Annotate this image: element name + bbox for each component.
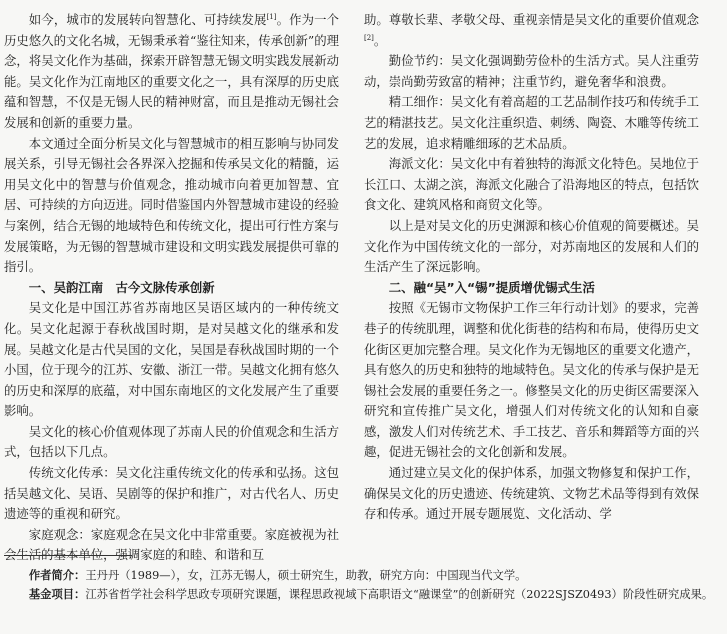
fund-note-label: 基金项目： <box>28 588 86 601</box>
section-heading: 一、吴韵江南 古今文脉传承创新 <box>28 279 215 295</box>
author-note <box>4 566 721 585</box>
citation-ref: [1] <box>266 12 277 21</box>
author-note-label: 作者简介： <box>28 569 86 582</box>
paragraph: 传统文化传承：吴文化注重传统文化的传承和弘扬。这包括吴越文化、吴语、吴剧等的保护和推广，对古代名人、历史遗迹等的重视和研究。 <box>4 465 339 522</box>
paragraph: 吴文化的核心价值观体现了苏南人民的价值观念和生活方式，包括以下几点。 <box>4 423 339 460</box>
paragraph-text: 如今，城市的发展转向智慧化、可持续发展 <box>28 12 267 27</box>
paragraph: 通过建立吴文化的保护体系，加强文物修复和保护工作，确保吴文化的历史遗迹、传统建筑、文物艺术品等得到有效保存和传承。通过开展专题展览、文化活动、学 <box>364 465 699 522</box>
paragraph-text: 助。尊敬长辈、孝敬父母、重视亲情是吴文化的重要价值观念 <box>364 12 699 27</box>
footnotes <box>4 566 721 604</box>
paragraph: 按照《无锡市文物保护工作三年行动计划》的要求，完善巷子的传统肌理，调整和优化街巷的结构和布局，使得历史文化街区更加完整合理。吴文化作为无锡地区的重要文化遗产，具有悠久的历史和独特的地域特色。吴文化的传承与保护是无锡社会发展的重要任务之一。修整吴文化的历史街区需要深入研究和宣传推广吴文化，增强人们对传统文化的认知和自豪感，激发人们对传统艺术、手工技艺、音乐和舞蹈等方面的兴趣，促进无锡社会的文化创新和发展。 <box>364 300 699 460</box>
author-note-text: 王丹丹（1989—），女，江苏无锡人，硕士研究生，助教，研究方向：中国现当代文学。 <box>85 569 527 582</box>
paragraph-text: 。作为一个历史悠久的文化名城，无锡秉承着“鉴往知来，传承创新”的理念，将吴文化作为基础，探索开辟智慧无锡文明实践发展新动能。吴文化作为江南地区的重要文化之一，具有深厚的历史底蕴和智慧，不仅是无锡人民的精神财富，而且是推动无锡社会发展和创新的重要力量。 <box>4 12 340 130</box>
paragraph: 家庭观念：家庭观念在吴文化中非常重要。家庭被视为社会生活的基本单位，强调家庭的和睦、和谐和互 <box>4 526 339 563</box>
left-column <box>4 10 339 566</box>
right-column <box>364 10 699 525</box>
paragraph <box>364 10 699 51</box>
paragraph: 海派文化：吴文化中有着独特的海派文化特色。吴地位于长江口、太湖之滨，海派文化融合了沿海地区的特点，包括饮食文化、建筑风格和商贸文化等。 <box>364 156 699 213</box>
footnote-divider <box>4 555 132 556</box>
citation-ref: [2] <box>364 33 374 42</box>
paragraph-text: 。 <box>373 32 387 48</box>
paragraph <box>4 10 339 134</box>
paragraph: 勤俭节约：吴文化强调勤劳俭朴的生活方式。吴人注重劳动，崇尚勤劳致富的精神；注重节约，避免奢华和浪费。 <box>364 53 699 89</box>
paragraph: 吴文化是中国江苏省苏南地区吴语区域内的一种传统文化。吴文化起源于春秋战国时期，是对吴越文化的继承和发展。吴越文化是古代吴国的文化，吴国是春秋战国时期的一个小国，位于现今的江苏、安徽、浙江一带。吴越文化拥有悠久的历史和深厚的底蕴，对中国东南地区的文化发展产生了重要影响。 <box>4 300 339 419</box>
paragraph: 精工细作：吴文化有着高超的工艺品制作技巧和传统手工艺的精湛技艺。吴文化注重织造、刺绣、陶瓷、木雕等传统工艺的发展，追求精雕细琢的艺术品质。 <box>364 94 699 151</box>
paragraph: 以上是对吴文化的历史渊源和核心价值观的简要概述。吴文化作为中国传统文化的一部分，对苏南地区的发展和人们的生活产生了深远影响。 <box>364 217 699 275</box>
section-heading: 二、融“吴”入“锡”提质增优锡式生活 <box>388 279 595 295</box>
fund-note-text: 江苏省哲学社会科学思政专项研究课题，课程思政视域下高职语文“融课堂”的创新研究（2022SJSZ0493）阶段性研究成果。 <box>85 588 714 601</box>
paragraph: 本文通过全面分析吴文化与智慧城市的相互影响与协同发展关系，引导无锡社会各界深入挖掘和传承吴文化的精髓，运用吴文化中的智慧与价值观念，推动城市向着更加智慧、宜居、可持续的方向迈进。同时借鉴国内外智慧城市建设的经验与案例，结合无锡的地域特色和传统文化，提出可行性方案与发展策略，为无锡的智慧城市建设和文明实践发展提供可靠的指引。 <box>4 135 339 275</box>
fund-note <box>4 585 721 604</box>
